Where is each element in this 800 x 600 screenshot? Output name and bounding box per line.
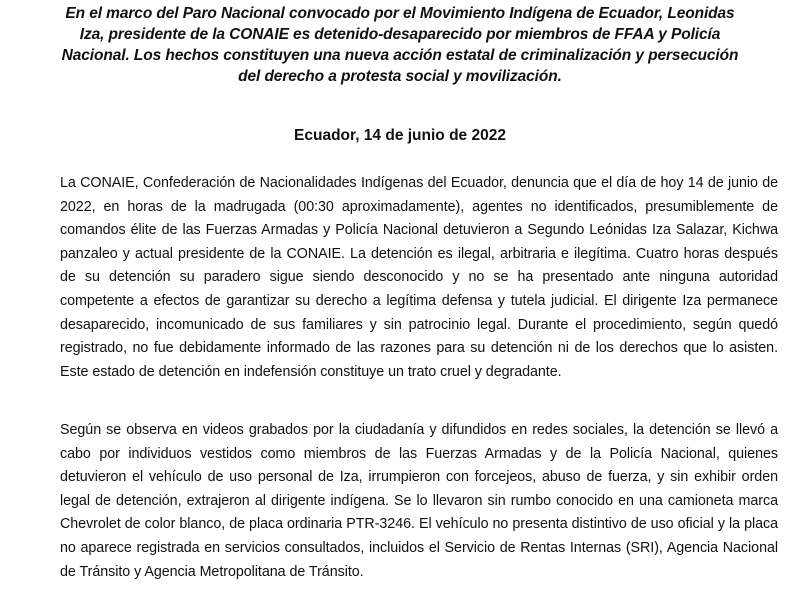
body-paragraph-1: La CONAIE, Confederación de Nacionalidades Indígenas del Ecuador, denuncia que el día de hoy 14 de junio de 2022, en horas de la madrugada (00:30 aproximadamente), agentes no identificados, presumiblemente de comandos élite de las Fuerzas Armadas y Policía Nacional detuvieron a Segundo Leónidas Iza Salazar, Kichwa panzaleo y actual presidente de la CONAIE. La detención es ilegal, arbitraria e ilegítima. Cuatro horas después de su detención su paradero sigue siendo desconocido y no se ha presentado ante ninguna autoridad competente a efectos de garantizar su derecho a legítima defensa y tutela judicial. El dirigente Iza permanece desaparecido, incomunicado de sus familiares y sin patrocinio legal. Durante el procedimiento, según quedó registrado, no fue debidamente informado de las razones para su detención ni de los derechos que lo asisten. Este estado de detención en indefensión constituye un trato cruel y degradante. (60, 175, 778, 380)
document-dateline: Ecuador, 14 de junio de 2022 (294, 127, 506, 144)
body-paragraph-2: Según se observa en videos grabados por la ciudadanía y difundidos en redes sociales, la detención se llevó a cabo por individuos vestidos como miembros de las Fuerzas Armadas y de la Policía Nacional, quienes detuvieron el vehículo de uso personal de Iza, irrumpieron con forcejeos, abuso de fuerza, y sin exhibir orden legal de detención, extrajeron al dirigente indígena. Se lo llevaron sin rumbo conocido en una camioneta marca Chevrolet de color blanco, de placa ordinaria PTR-3246. El vehículo no presenta distintivo de uso oficial y la placa no aparece registrada en servicios consultados, incluidos el Servicio de Rentas Internas (SRI), Agencia Nacional de Tránsito y Agencia Metropolitana de Tránsito. (60, 422, 778, 580)
document-headline: En el marco del Paro Nacional convocado por el Movimiento Indígena de Ecuador, Leonidas Iza, presidente de la CONAIE es detenido-desaparecido por miembros de FFAA y Policía Nacional. Los hechos constituyen una nueva acción estatal de criminalización y persecución del derecho a protesta social y movilización. (61, 5, 739, 85)
